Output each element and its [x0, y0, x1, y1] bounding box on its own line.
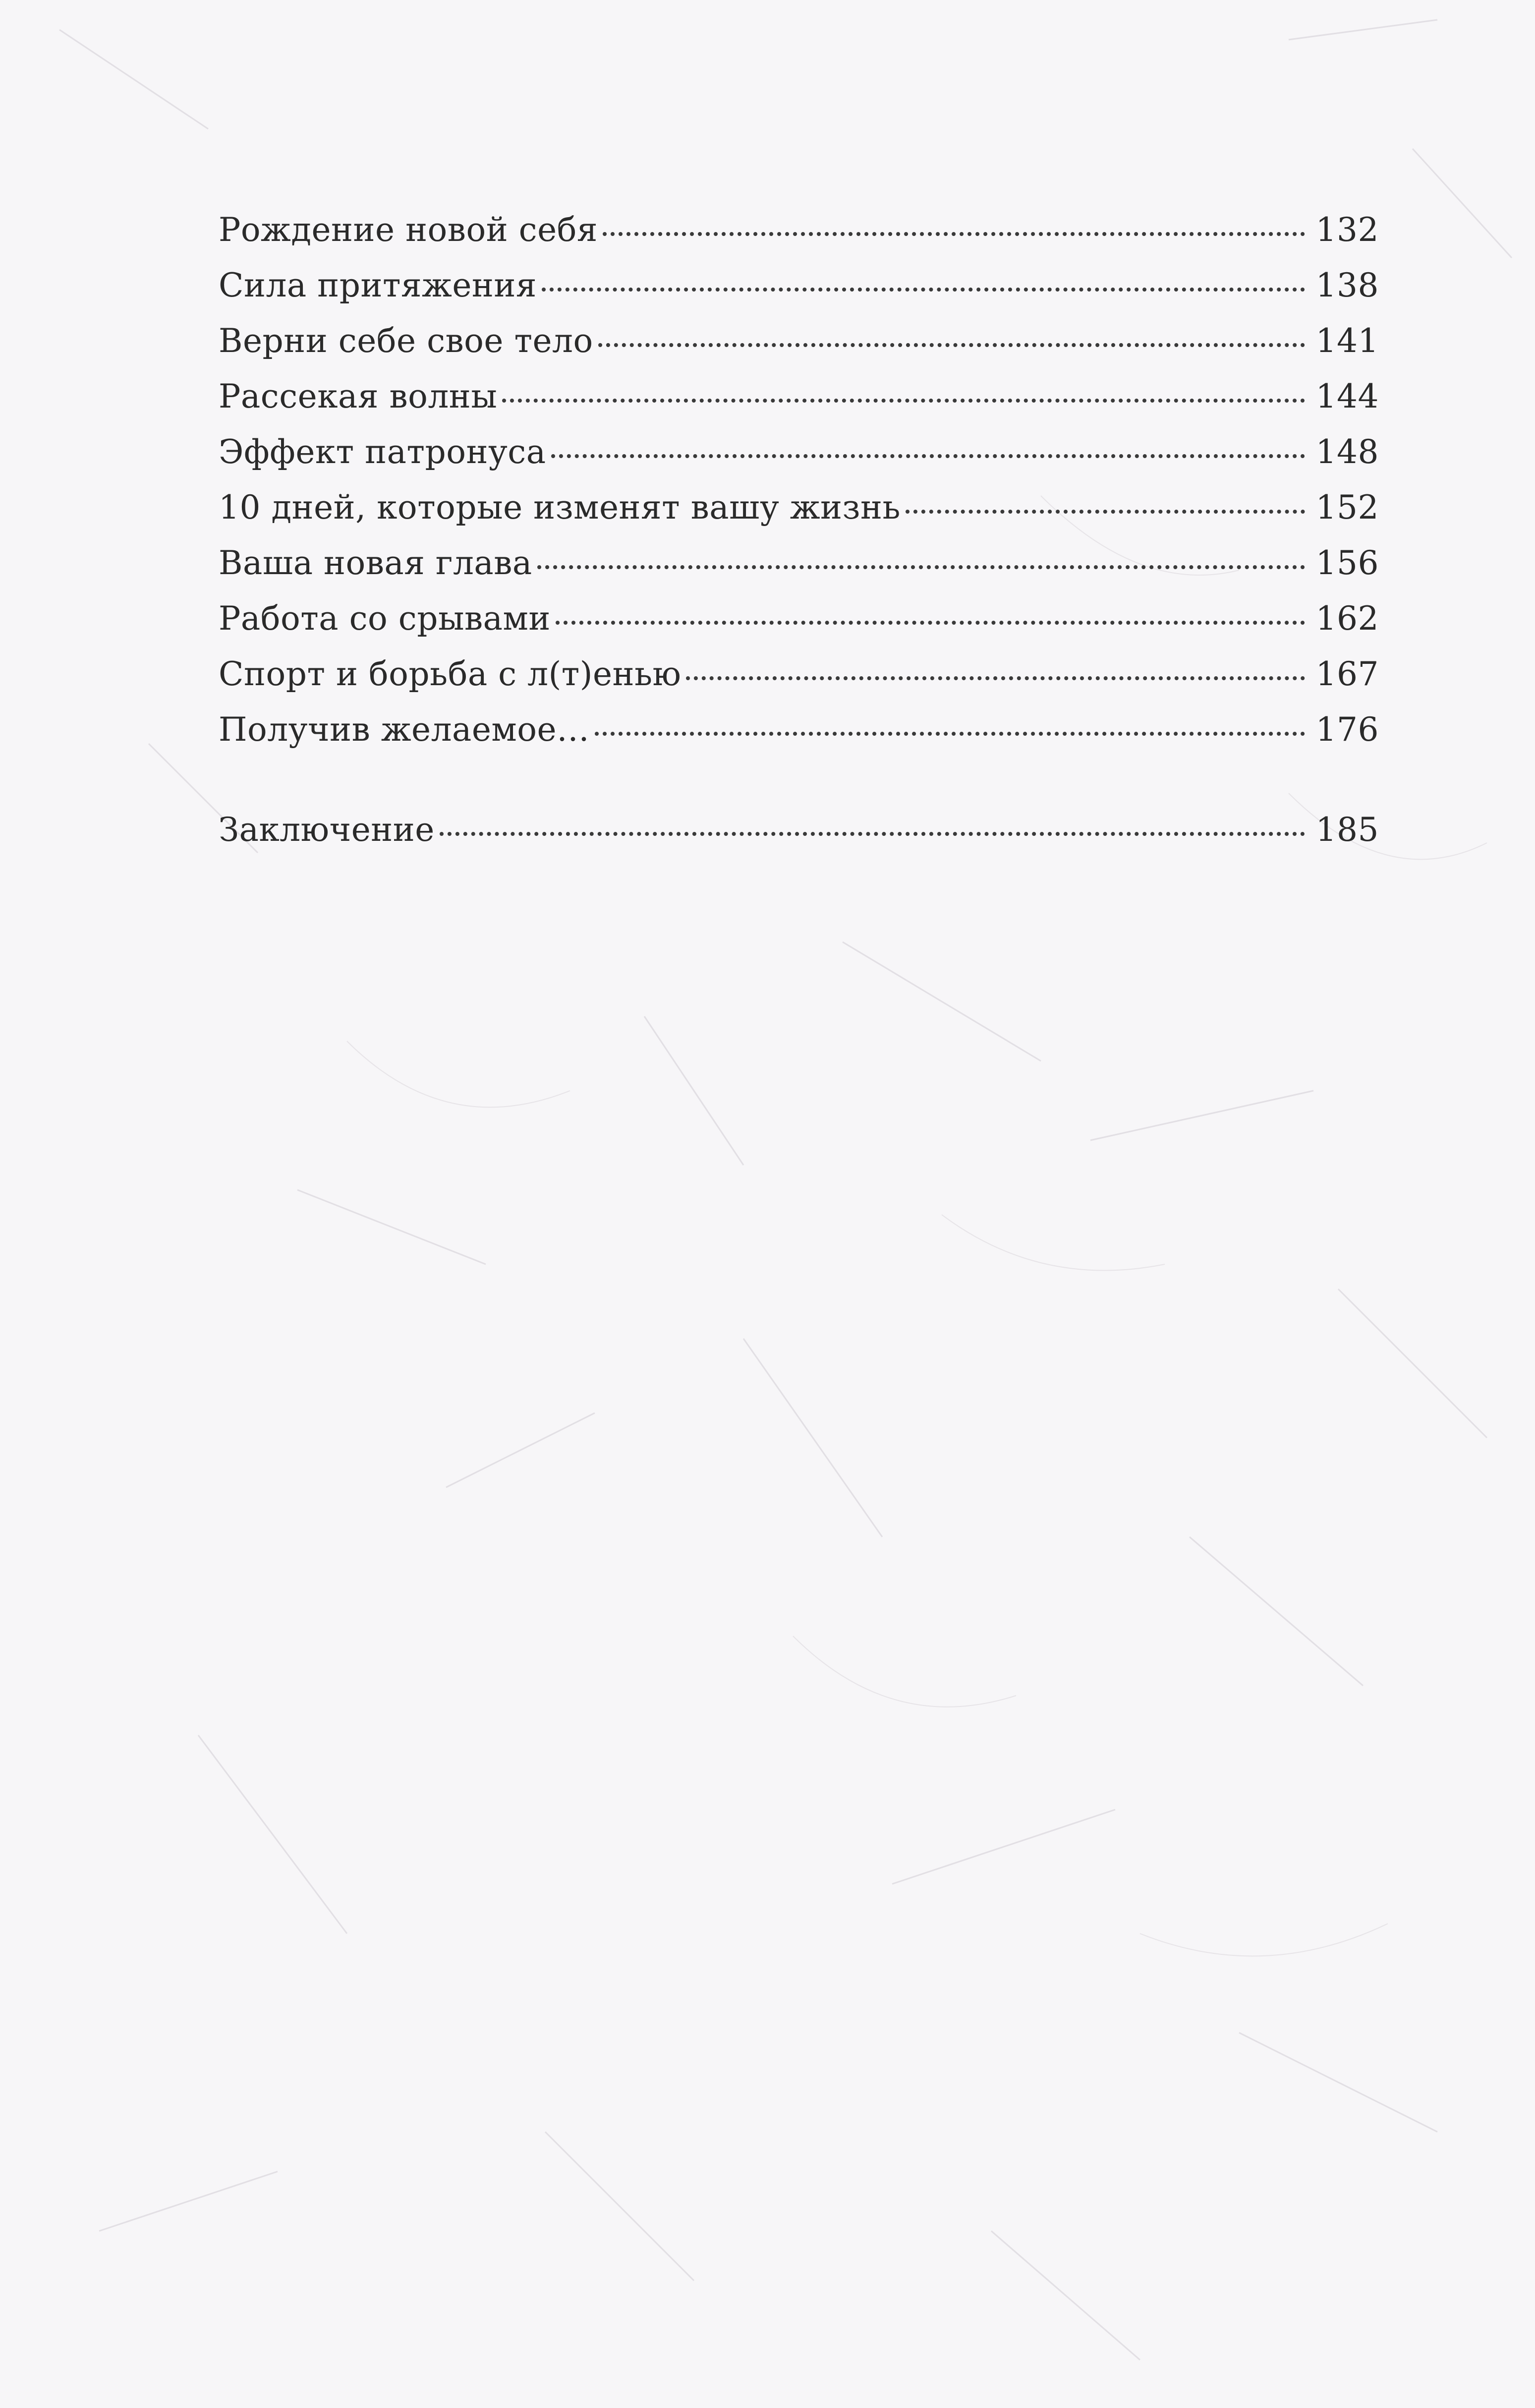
toc-entry-page-number: 152 — [1315, 488, 1379, 527]
toc-entry-title: Эффект патронуса — [219, 433, 546, 471]
toc-entry-page-number: 176 — [1315, 710, 1379, 749]
toc-entry-page-number: 167 — [1315, 655, 1379, 693]
toc-entry-page-number: 185 — [1315, 811, 1379, 849]
toc-entry-title: Получив желаемое… — [219, 710, 590, 749]
toc-entry-title: Верни себе свое тело — [219, 322, 593, 360]
toc-entry[interactable] — [219, 211, 1379, 260]
toc-entry-page-number: 144 — [1315, 377, 1379, 415]
dot-leader — [551, 454, 1305, 458]
toc-entry-page-number: 138 — [1315, 266, 1379, 304]
toc-entry[interactable] — [219, 377, 1379, 427]
toc-entry-title: Спорт и борьба с л(т)енью — [219, 655, 682, 693]
toc-entry-page-number: 156 — [1315, 544, 1379, 582]
dot-leader — [906, 510, 1305, 514]
toc-entry-title: Заключение — [219, 811, 435, 849]
dot-leader — [542, 288, 1305, 292]
toc-entry-title: Сила притяжения — [219, 266, 537, 304]
toc-entry-page-number: 141 — [1315, 322, 1379, 360]
toc-entry-conclusion[interactable] — [219, 811, 1379, 860]
toc-entry[interactable] — [219, 266, 1379, 316]
toc-entry[interactable] — [219, 544, 1379, 593]
dot-leader — [556, 621, 1305, 625]
toc-entry-page-number: 148 — [1315, 433, 1379, 471]
toc-entry-title: 10 дней, которые изменят вашу жизнь — [219, 488, 901, 527]
dot-leader — [595, 732, 1305, 736]
toc-entry-title: Работа со срывами — [219, 599, 551, 638]
toc-entry[interactable] — [219, 488, 1379, 538]
dot-leader — [598, 343, 1305, 347]
dot-leader — [537, 565, 1305, 569]
toc-entry-title: Рассекая волны — [219, 377, 498, 415]
toc-entry[interactable] — [219, 322, 1379, 371]
toc-entry-title: Ваша новая глава — [219, 544, 532, 582]
dot-leader — [686, 676, 1305, 680]
toc-entry-page-number: 132 — [1315, 211, 1379, 249]
toc-entry[interactable] — [219, 710, 1379, 760]
toc-entry-title: Рождение новой себя — [219, 211, 598, 249]
toc-entry[interactable] — [219, 655, 1379, 705]
dot-leader — [603, 232, 1305, 236]
dot-leader — [502, 399, 1305, 403]
toc-entry[interactable] — [219, 599, 1379, 649]
toc-entry-page-number: 162 — [1315, 599, 1379, 638]
dot-leader — [440, 832, 1305, 836]
toc-entry[interactable] — [219, 433, 1379, 482]
